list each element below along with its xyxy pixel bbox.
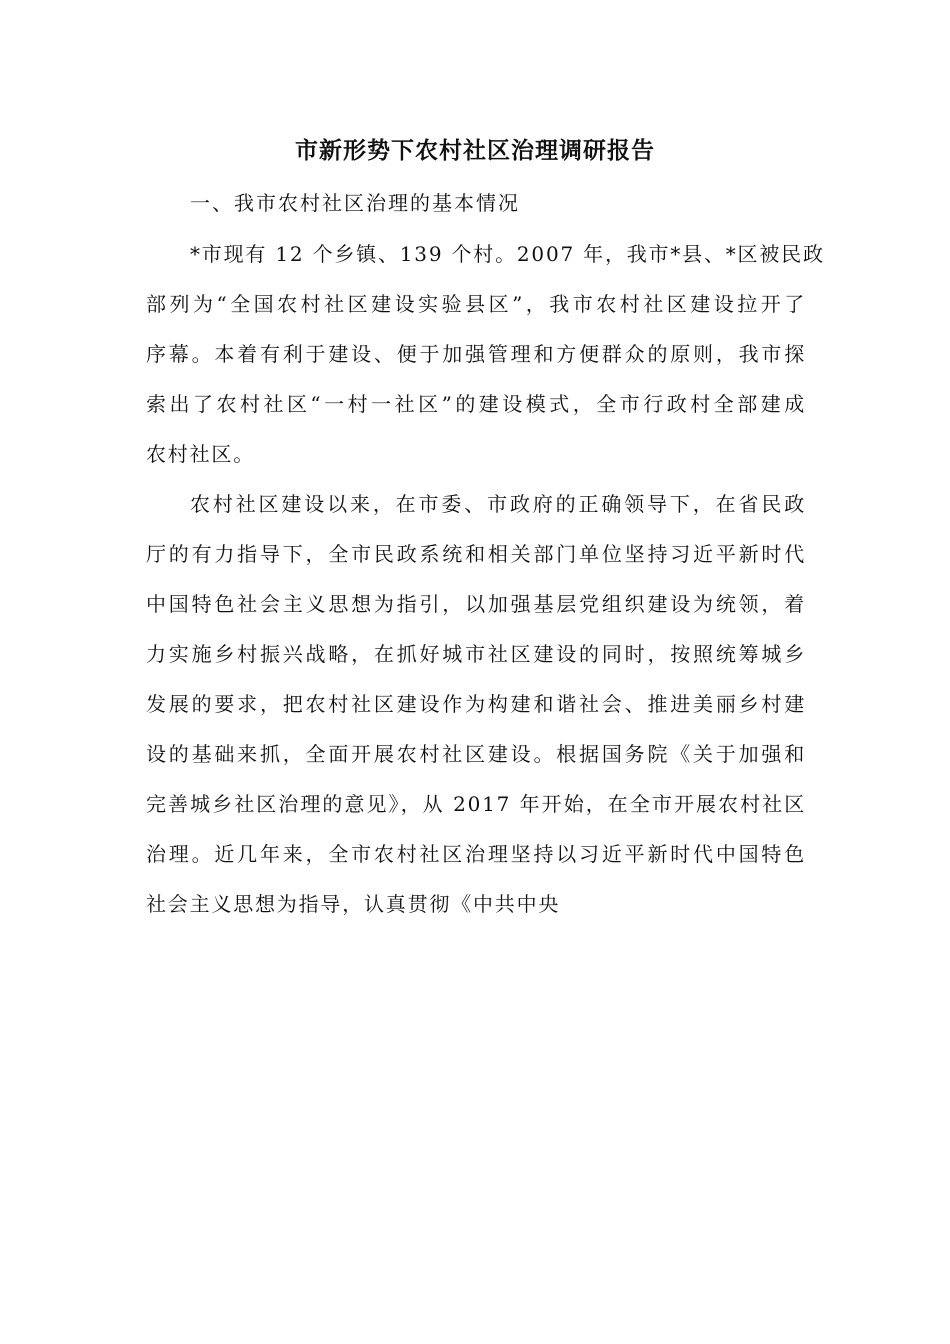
paragraph-line: 序幕。本着有利于建设、便于加强管理和方便群众的原则，我市探 <box>146 342 806 366</box>
paragraph-line: 治理。近几年来，全市农村社区治理坚持以习近平新时代中国特色 <box>146 842 806 866</box>
paragraph-line: 力实施乡村振兴战略，在抓好城市社区建设的同时，按照统筹城乡 <box>146 642 806 666</box>
paragraph-line: 设的基础来抓，全面开展农村社区建设。根据国务院《关于加强和 <box>146 742 806 766</box>
paragraph-line: *市现有 12 个乡镇、139 个村。2007 年，我市*县、*区被民政 <box>190 242 825 266</box>
paragraph-line: 农村社区建设以来，在市委、市政府的正确领导下，在省民政 <box>190 492 806 516</box>
paragraph-line: 社会主义思想为指导，认真贯彻《中共中央 <box>146 892 561 916</box>
paragraph-line: 发展的要求，把农村社区建设作为构建和谐社会、推进美丽乡村建 <box>146 692 806 716</box>
section-heading: 一、我市农村社区治理的基本情况 <box>190 191 520 215</box>
document-title: 市新形势下农村社区治理调研报告 <box>295 137 655 164</box>
paragraph-line: 中国特色社会主义思想为指引，以加强基层党组织建设为统领，着 <box>146 592 806 616</box>
paragraph-line: 完善城乡社区治理的意见》，从 2017 年开始，在全市开展农村社区 <box>146 792 806 816</box>
paragraph-line: 索出了农村社区“一村一社区”的建设模式，全市行政村全部建成 <box>146 392 806 416</box>
paragraph-line: 部列为“全国农村社区建设实验县区”，我市农村社区建设拉开了 <box>146 292 806 316</box>
paragraph-line: 农村社区。 <box>146 442 255 466</box>
paragraph-line: 厅的有力指导下，全市民政系统和相关部门单位坚持习近平新时代 <box>146 542 806 566</box>
